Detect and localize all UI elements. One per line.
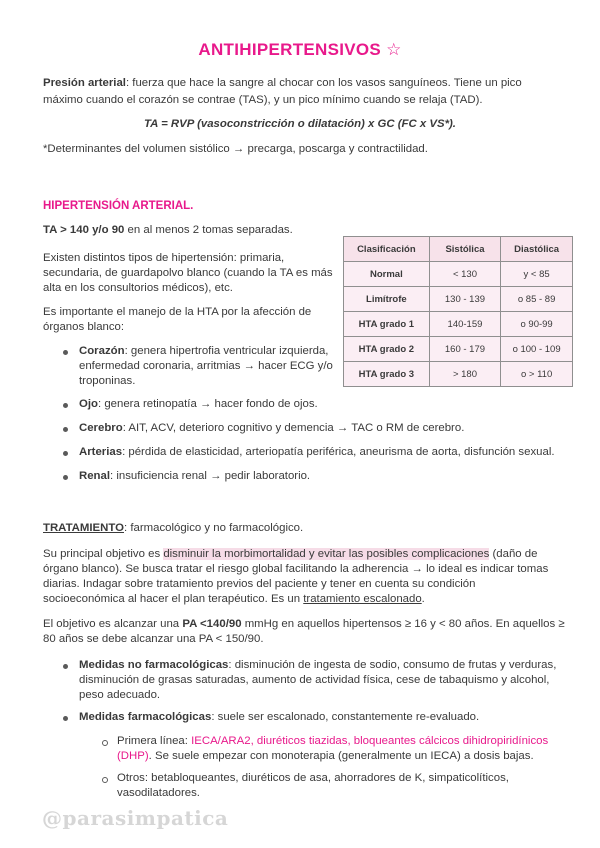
table-cell: HTA grado 3 <box>344 362 430 387</box>
table-cell: Normal <box>344 262 430 287</box>
table-row <box>344 262 573 287</box>
organ-heart-1: Corazón: genera hipertrofia ventricular izquierda, <box>79 345 329 357</box>
treatment-p1-line-1: Su principal objetivo es disminuir la morbimortalidad y evitar las posibles complicaciones (daño de <box>43 548 538 560</box>
intro-line-1: Presión arterial: fuerza que hace la sangre al chocar con los vasos sanguíneos. Tiene un pico <box>43 77 522 89</box>
first-line-1: Primera línea: IECA/ARA2, diuréticos tiazidas, bloqueantes cálcicos dihidropiridínicos <box>117 735 549 747</box>
table-cell: Limítrofe <box>344 287 430 312</box>
treatment-p2-line-2: 80 años se debe alcanzar una PA < 150/90. <box>43 633 264 645</box>
intro-line-2: máximo cuando el corazón se contrae (TAS), y un pico mínimo cuando se relaja (TAD). <box>43 94 483 106</box>
treatment-p1-line-2: órgano blanco). Se busca tratar el riesgo global facilitando la adherencia → lo ideal es indicar tomas <box>43 563 549 575</box>
treatment-p2-line-1: El objetivo es alcanzar una PA <140/90 mmHg en aquellos hipertensos ≥ 16 y < 80 años. En aquellos ≥ <box>43 618 565 630</box>
treatment-heading: TRATAMIENTO: farmacológico y no farmacológico. <box>43 522 304 534</box>
hta-classification-table <box>343 236 573 387</box>
table-cell: 130 - 139 <box>429 287 500 312</box>
nonpharm-line-3: peso adecuado. <box>79 689 161 701</box>
table-header-cell: Diastólica <box>501 237 573 262</box>
organ-arteries: Arterias: pérdida de elasticidad, arteriopatía periférica, aneurisma de aorta, disfunción sexual. <box>79 446 555 458</box>
table-row <box>344 312 573 337</box>
bullet-dot-icon <box>63 451 68 456</box>
highlighted-text: disminuir la morbimortalidad y evitar las posibles complicaciones <box>163 548 490 560</box>
first-line-2: (DHP). Se suele empezar con monoterapia (generalmente un IECA) a dosis bajas. <box>117 750 534 762</box>
bullet-dot-icon <box>63 350 68 355</box>
hta-importance-1: Es importante el manejo de la HTA por la afección de <box>43 306 312 318</box>
table-header-cell: Clasificación <box>344 237 430 262</box>
others-line-2: vasodilatadores. <box>117 787 200 799</box>
bullet-dot-icon <box>63 664 68 669</box>
organ-heart-3: troponinas. <box>79 375 136 387</box>
table-header-row <box>344 237 573 262</box>
table-cell: HTA grado 2 <box>344 337 430 362</box>
hta-types-1: Existen distintos tipos de hipertensión: primaria, <box>43 252 285 264</box>
hta-heading: HIPERTENSIÓN ARTERIAL. <box>43 200 194 212</box>
table-cell: < 130 <box>429 262 500 287</box>
hta-definition: TA > 140 y/o 90 en al menos 2 tomas separadas. <box>43 224 293 236</box>
table-cell: y < 85 <box>501 262 573 287</box>
table-header-cell: Sistólica <box>429 237 500 262</box>
circle-bullet-icon <box>102 777 108 783</box>
intro-term: Presión arterial <box>43 77 126 89</box>
table-row <box>344 287 573 312</box>
hta-types-3: alta en los consultorios médicos), etc. <box>43 282 233 294</box>
bullet-dot-icon <box>63 403 68 408</box>
footnote: *Determinantes del volumen sistólico → precarga, poscarga y contractilidad. <box>43 143 428 155</box>
treatment-p1-line-4: socioeconómica al hacer el plan terapéutico. Es un tratamiento escalonado. <box>43 593 425 605</box>
table-cell: > 180 <box>429 362 500 387</box>
table-row <box>344 362 573 387</box>
organ-heart-2: enfermedad coronaria, arritmias → hacer ECG y/o <box>79 360 333 372</box>
circle-bullet-icon <box>102 740 108 746</box>
table-cell: 140-159 <box>429 312 500 337</box>
pharm-line: Medidas farmacológicas: suele ser escalonado, constantemente re-evaluado. <box>79 711 480 723</box>
table-cell: o 90-99 <box>501 312 573 337</box>
table-cell: 160 - 179 <box>429 337 500 362</box>
organ-brain: Cerebro: AIT, ACV, deterioro cognitivo y demencia → TAC o RM de cerebro. <box>79 422 465 434</box>
table-row <box>344 337 573 362</box>
nonpharm-line-2: disminución de grasas saturadas, aumento de actividad física, cese de tabaquismo y alcohol, <box>79 674 550 686</box>
table-cell: o 85 - 89 <box>501 287 573 312</box>
organ-renal: Renal: insuficiencia renal → pedir laboratorio. <box>79 470 311 482</box>
hta-importance-2: órganos blanco: <box>43 321 125 333</box>
formula: TA = RVP (vasoconstricción o dilatación) x GC (FC x VS*). <box>144 118 456 130</box>
treatment-p1-line-3: diarias. Indagar sobre tratamiento previos del paciente y tener en cuenta su condición <box>43 578 476 590</box>
bullet-dot-icon <box>63 716 68 721</box>
nonpharm-line-1: Medidas no farmacológicas: disminución de ingesta de sodio, consumo de frutas y verduras, <box>79 659 557 671</box>
bullet-dot-icon <box>63 475 68 480</box>
bullet-dot-icon <box>63 427 68 432</box>
page-title: ANTIHIPERTENSIVOS ☆ <box>198 40 402 59</box>
table-cell: o > 110 <box>501 362 573 387</box>
others-line-1: Otros: betabloqueantes, diuréticos de asa, ahorradores de K, simpaticolíticos, <box>117 772 509 784</box>
table-cell: HTA grado 1 <box>344 312 430 337</box>
table-cell: o 100 - 109 <box>501 337 573 362</box>
watermark: @parasimpatica <box>42 806 229 830</box>
organ-eye: Ojo: genera retinopatía → hacer fondo de ojos. <box>79 398 318 410</box>
hta-types-2: secundaria, de guardapolvo blanco (cuando la TA es más <box>43 267 333 279</box>
